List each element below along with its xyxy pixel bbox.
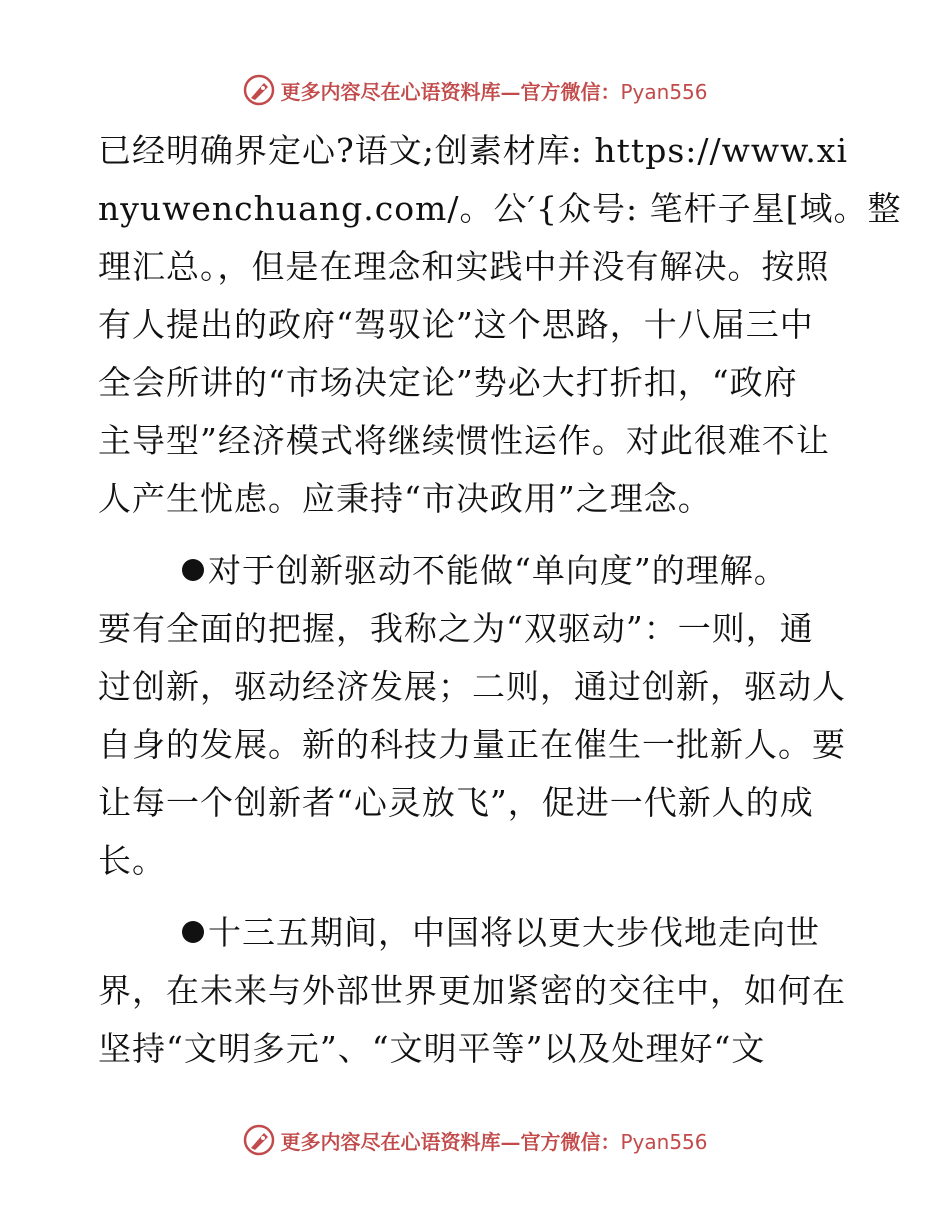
text-line: 有人提出的政府“驾驭论”这个思路，十八届三中: [98, 305, 814, 344]
pen-nib-logo-icon: [242, 73, 276, 107]
footer-banner: [0, 1120, 950, 1160]
filled-circle-bullet-icon: [182, 559, 204, 581]
paragraph-3: [98, 904, 850, 1078]
paragraph-2: [98, 542, 850, 890]
text-line: nyuwenchuang.com/。公′{众号: 笔杆子星[域。整: [98, 189, 902, 228]
text-line: 全会所讲的“市场决定论”势必大打折扣，“政府: [98, 363, 798, 402]
footer-banner-label: 更多内容尽在心语资料库—官方微信：: [280, 1129, 621, 1154]
bullet-line: [98, 542, 850, 600]
header-banner-text: [280, 76, 707, 105]
text-line: 主导型”经济模式将继续惯性运作。对此很难不让: [98, 421, 830, 460]
text-line: 人产生忧虑。应秉持“市决政用”之理念。: [98, 479, 712, 518]
footer-banner-text: [280, 1126, 707, 1155]
text-line: 十三五期间，中国将以更大步伐地走向世: [208, 913, 820, 952]
header-banner-id: Pyan556: [620, 79, 708, 104]
text-line: 坚持“文明多元”、“文明平等”以及处理好“文: [98, 1029, 766, 1068]
document-body: [98, 122, 902, 1078]
filled-circle-bullet-icon: [182, 921, 204, 943]
text-line: 理汇总。，但是在理念和实践中并没有解决。按照: [98, 247, 830, 286]
header-banner-label: 更多内容尽在心语资料库—官方微信：: [280, 79, 621, 104]
text-line: 过创新，驱动经济发展；二则，通过创新，驱动人: [98, 667, 846, 706]
footer-banner-id: Pyan556: [620, 1129, 708, 1154]
text-line: 自身的发展。新的科技力量正在催生一批新人。要: [98, 725, 846, 764]
pen-nib-logo-icon: [242, 1123, 276, 1157]
text-line: 长。: [98, 841, 166, 880]
paragraph-1: [98, 122, 902, 528]
header-banner: [0, 70, 950, 110]
text-line: 界，在未来与外部世界更加紧密的交往中，如何在: [98, 971, 846, 1010]
text-line: 要有全面的把握，我称之为“双驱动”：一则，通: [98, 609, 814, 648]
bullet-line: [98, 904, 850, 962]
text-line: 让每一个创新者“心灵放飞”，促进一代新人的成: [98, 783, 814, 822]
text-line: 对于创新驱动不能做“单向度”的理解。: [208, 551, 788, 590]
text-line: 已经明确界定心?语文;创素材库: https://www.xi: [98, 131, 849, 170]
